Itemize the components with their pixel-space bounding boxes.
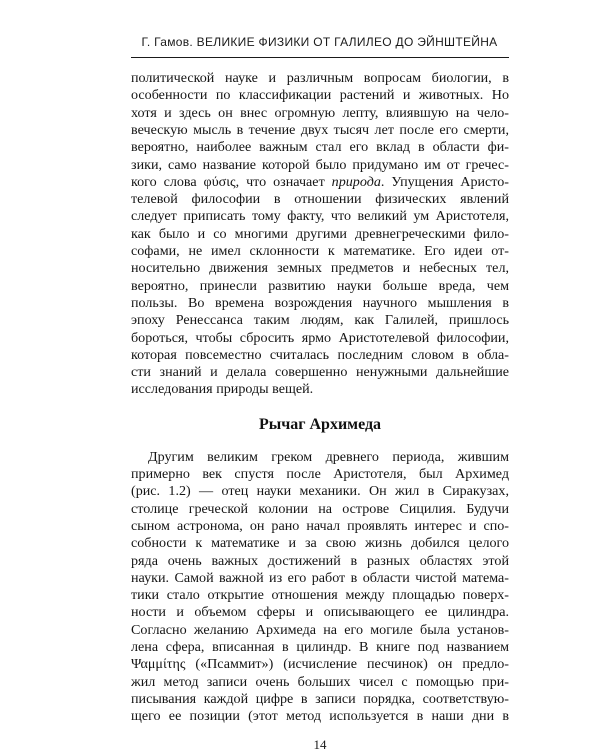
running-header: Г. Гамов. ВЕЛИКИЕ ФИЗИКИ ОТ ГАЛИЛЕО ДО ЭЙНШТЕЙНА [141,35,498,49]
text-line: Ψαμμίτης («Псаммит») (исчисление песчинок) он предло- [131,656,509,673]
text-line: Другим великим греком древнего периода, жившим [148,448,509,465]
text-line: хотя и здесь он внес огромную лепту, влиявшую на чело- [131,104,509,121]
text-line: носительно движения земных предметов и небесных тел, [131,260,509,277]
text-line: особенности по классификации растений и животных. Но [131,87,509,104]
text-line: (рис. 1.2) — отец науки механики. Он жил в Сиракузах, [131,483,509,500]
text-line: ряда очень важных достижений в разных областях этой [131,552,509,569]
text-line: сти знаний и делала совершенно ненужными дальнейшие [131,364,509,381]
text-line: вероятно, наиболее важным стал его вклад в области фи- [131,139,509,156]
text-line: жил метод записи очень больших чисел с помощью при- [131,673,509,690]
text-line: исследования природы вещей. [131,381,314,398]
text-line: как было и со многими другими древнегреческими фило- [131,225,509,242]
text-line: софами, не имел склонности к математике. Его идеи от- [131,243,509,259]
italic-word: природа [331,173,381,190]
text-line: веческую мысль в течение двух тысяч лет после его смерти, [131,121,509,138]
text-line: ности и объемом сферы и описывающего ее цилиндра. [131,604,509,621]
text-line: пользы. Во времена возрождения научного мышления в [131,294,509,311]
text-line: сыном астронома, он рано начал проявлять интерес и спо- [131,517,509,534]
text-line: столице греческой колонии на острове Сицилия. Будучи [131,500,509,517]
text-line: примерно век спустя после Аристотеля, был Архимед [131,466,509,482]
text-line-mixed [131,174,509,191]
text-line: следует приписать тому факту, что великий ум Аристотеля, [131,208,509,225]
text-line: писывания каждой цифре в записи порядка, соответствую- [131,690,509,707]
text-line: телевой философии в отношении физических явлений [131,191,509,208]
text-line: которая повсеместно считалась последним словом в обла- [131,346,509,363]
text-line: собности к математике и за свою жизнь добился целого [131,535,509,552]
text-line: зики, само название которой было придумано им от гречес- [131,156,509,173]
text-line: политической науке и различным вопросам биологии, в [131,70,509,86]
text-line: тики стало открытие отношения между площадью поверх- [131,587,509,604]
header-rule [131,57,509,58]
text-line: Согласно желанию Архимеда на его могиле была установ- [131,621,509,638]
text-line: щего ее позиции (этот метод используется в наши дни в [131,708,509,725]
text-line: вероятно, принесли развитию науки больше вреда, чем [131,277,509,294]
text-line: бороться, чтобы сбросить ярмо Аристотелевой философии, [131,329,509,346]
text-line: лена сфера, вписанная в цилиндр. В книге под названием [131,639,509,655]
text-line: науки. Самой важной из его работ в области чистой матема- [131,569,509,586]
text-line: эпоху Ренессанса таким людям, как Галилей, пришлось [131,312,509,329]
section-title: Рычаг Архимеда [258,415,382,433]
text-span: кого слова φύσις, что означает [131,173,332,190]
page-number: 14 [313,736,327,752]
text-span: . Упущения Аристо- [380,173,509,190]
